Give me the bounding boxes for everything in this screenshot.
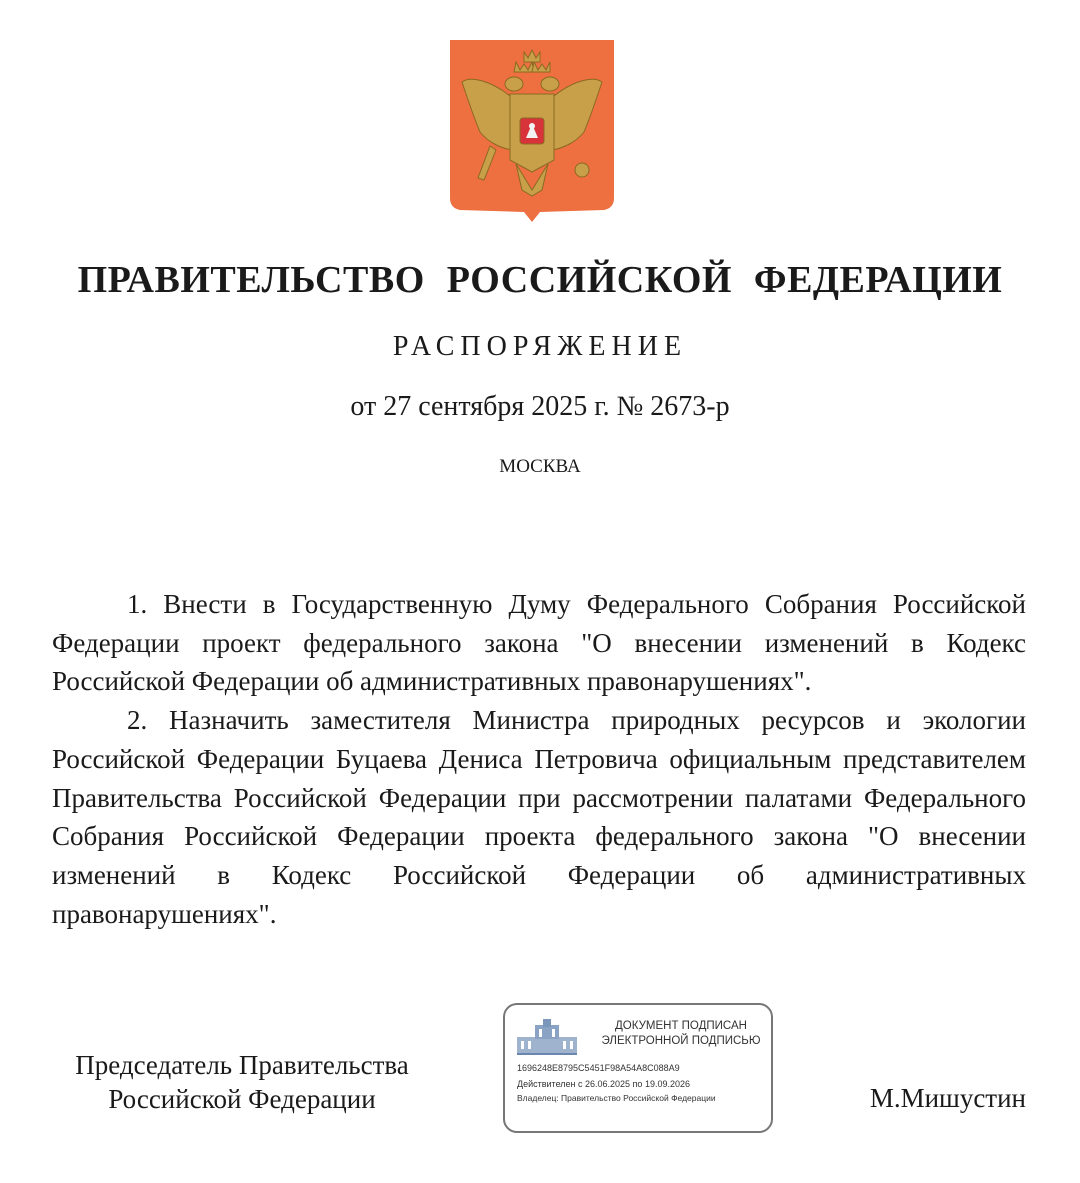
paragraph-1: 1. Внести в Государственную Думу Федерального Собрания Российской Федерации проект федерального закона "О внесении изменений в Кодекс Российской Федерации об административных правонарушениях".: [52, 589, 1026, 697]
stamp-certificate: 1696248E8795C5451F98A54A8C088A9: [517, 1063, 680, 1073]
government-title: ПРАВИТЕЛЬСТВО РОССИЙСКОЙ ФЕДЕРАЦИИ: [77, 259, 1003, 301]
stamp-heading-line-1: ДОКУМЕНТ ПОДПИСАН: [615, 1020, 747, 1032]
document-type: РАСПОРЯЖЕНИЕ: [392, 331, 688, 362]
stamp-owner: Владелец: Правительство Российской Федерации: [517, 1093, 716, 1103]
government-building-icon: [517, 1017, 577, 1057]
document-city: МОСКВА: [499, 456, 581, 477]
paragraph-2: 2. Назначить заместителя Министра природных ресурсов и экологии Российской Федерации Буцаева Дениса Петровича официальным представителем Правительства Российской Федерации при рассмотрении палатами Федерального Собрания Российской Федерации проекта федерального закона "О внесении изменений в Кодекс Российской Федерации об административных правонарушениях".: [52, 705, 1026, 929]
signer-title-line-1: Председатель Правительства: [75, 1050, 409, 1080]
document-date-number: от 27 сентября 2025 г. № 2673-р: [350, 391, 730, 422]
document-body: [52, 585, 1026, 933]
signer-name: М.Мишустин: [869, 1083, 1026, 1113]
coat-of-arms-emblem: [450, 40, 614, 222]
stamp-validity: Действителен с 26.06.2025 по 19.09.2026: [517, 1079, 690, 1089]
signer-title: [52, 1048, 432, 1116]
stamp-heading: [593, 1019, 769, 1049]
signer-title-line-2: Российской Федерации: [108, 1084, 376, 1114]
electronic-signature-stamp: [503, 1003, 773, 1133]
stamp-heading-line-2: ЭЛЕКТРОННОЙ ПОДПИСЬЮ: [601, 1035, 761, 1047]
